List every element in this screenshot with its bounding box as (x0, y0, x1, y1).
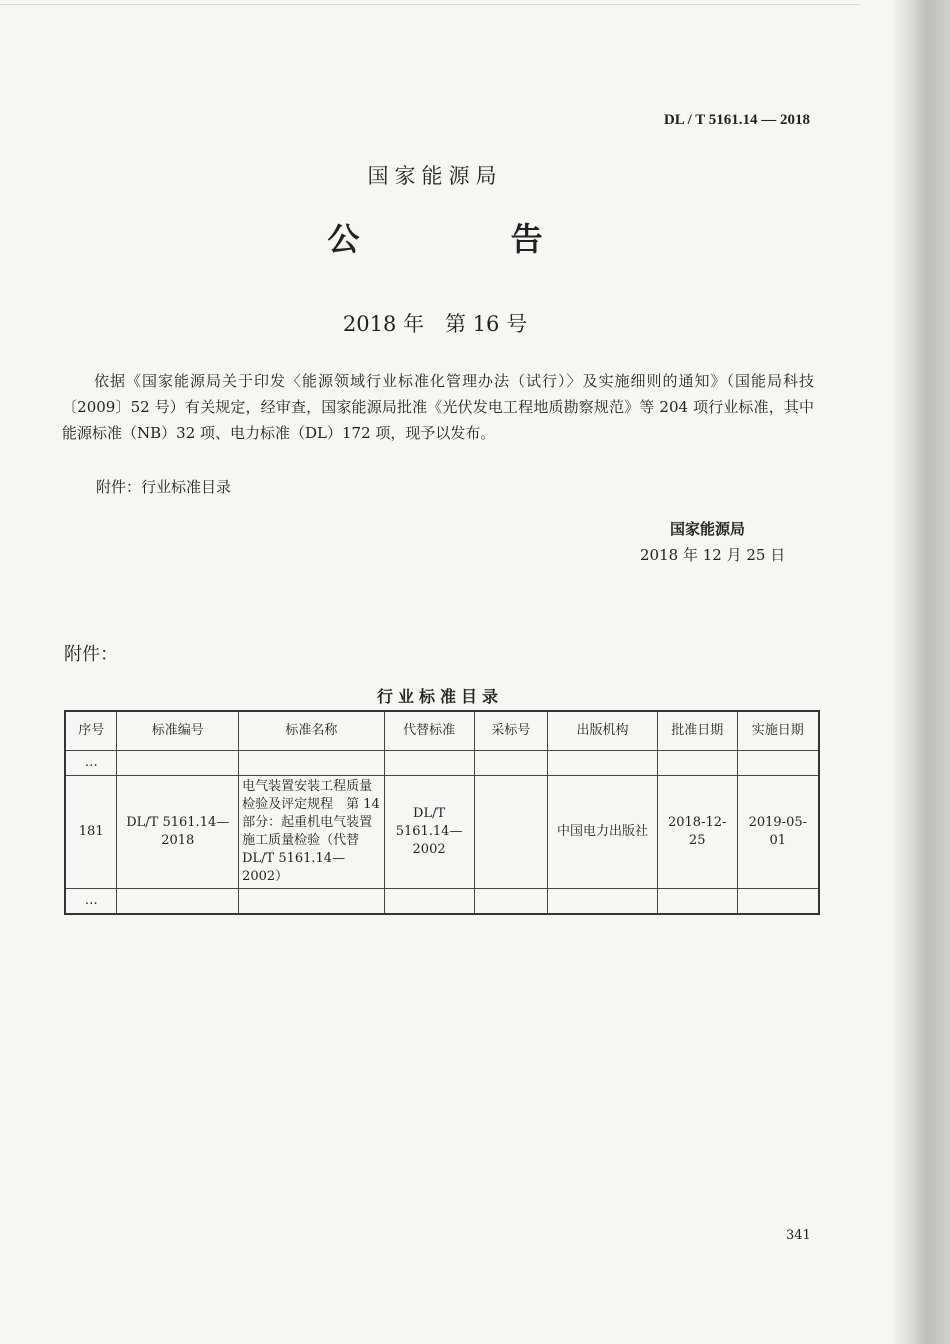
header-cell: 批准日期 (657, 711, 737, 751)
document-code: DL / T 5161.14 — 2018 (663, 112, 810, 128)
header-cell: 标准名称 (239, 711, 385, 751)
cell-replaces: DL/T 5161.14—2002 (384, 776, 474, 889)
table-row (65, 776, 819, 889)
table-header-row (65, 711, 819, 751)
header-cell: 代替标准 (384, 711, 474, 751)
signature-org: 国家能源局 (670, 520, 746, 538)
attachment-label: 附件： (64, 644, 118, 665)
standards-table (64, 710, 820, 915)
header-cell: 实施日期 (737, 711, 819, 751)
cell-approved: 2018-12-25 (657, 776, 737, 889)
header-cell: 标准编号 (117, 711, 239, 751)
ellipsis-cell: … (65, 889, 117, 915)
announcement-title: 公 告 (327, 220, 613, 258)
agency-name: 国家能源局 (367, 164, 503, 188)
binding-shadow (892, 0, 950, 1344)
cell-publisher: 中国电力出版社 (548, 776, 658, 889)
cell-adopted (474, 776, 548, 889)
header-cell: 采标号 (474, 711, 548, 751)
issue-number: 2018 年 第 16 号 (342, 312, 528, 336)
table-title: 行业标准目录 (376, 687, 503, 706)
table-row-ellipsis (65, 889, 819, 915)
page-number: 341 (786, 1228, 811, 1243)
attachment-line: 附件：行业标准目录 (96, 478, 232, 496)
header-cell: 序号 (65, 711, 117, 751)
cell-code: DL/T 5161.14—2018 (117, 776, 239, 889)
cell-effective: 2019-05-01 (737, 776, 819, 889)
cell-name: 电气装置安装工程质量检验及评定规程 第 14 部分：起重机电气装置施工质量检验（代替 DL/T 5161.14—2002） (239, 776, 385, 889)
page-top-edge (0, 4, 860, 5)
cell-no: 181 (65, 776, 117, 889)
body-paragraph: 依据《国家能源局关于印发〈能源领域行业标准化管理办法（试行）〉及实施细则的通知》（国能局科技〔2009〕52 号）有关规定，经审查，国家能源局批准《光伏发电工程地质勘察规范》等 204 项行业标准，其中能源标准（NB）32 项、电力标准（DL）172 项，现予以发布。 (62, 372, 814, 442)
table-row-ellipsis (65, 751, 819, 776)
ellipsis-cell: … (65, 751, 117, 776)
signature-date: 2018 年 12 月 25 日 (640, 546, 786, 564)
header-cell: 出版机构 (548, 711, 658, 751)
